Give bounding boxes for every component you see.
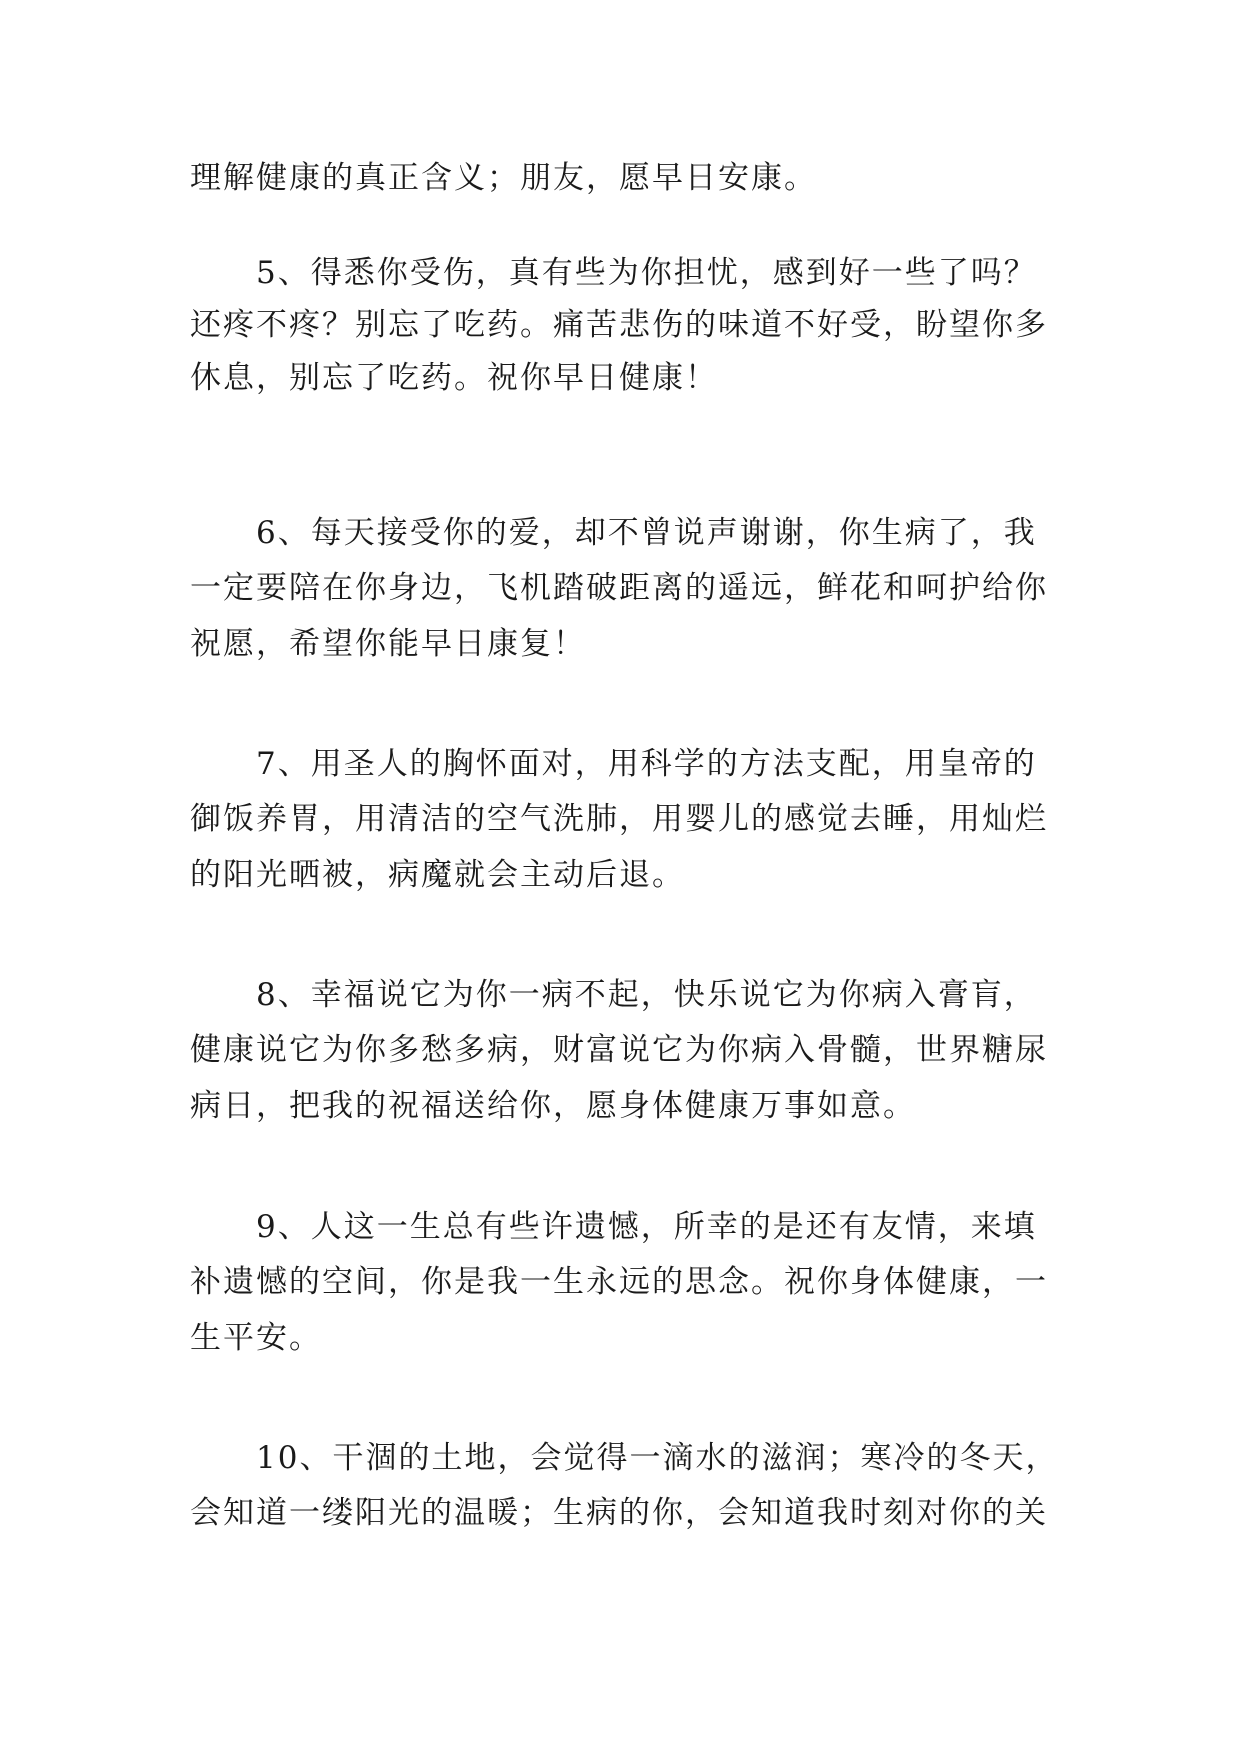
item-7-line-3: 的阳光晒被，病魔就会主动后退。 [190, 857, 685, 893]
item-10-line-2: 会知道一缕阳光的温暖；生病的你，会知道我时刻对你的关 [190, 1495, 1048, 1531]
item-6-line-2: 一定要陪在你身边，飞机踏破距离的遥远，鲜花和呵护给你 [190, 570, 1048, 606]
item-8-line-2: 健康说它为你多愁多病，财富说它为你病入骨髓，世界糖尿 [190, 1032, 1048, 1068]
item-5-line-1: 5、得悉你受伤，真有些为你担忧，感到好一些了吗？ [256, 255, 1037, 291]
item-10-line-1: 10、干涸的土地，会觉得一滴水的滋润；寒冷的冬天， [256, 1440, 1059, 1476]
item-9-line-2: 补遗憾的空间，你是我一生永远的思念。祝你身体健康，一 [190, 1264, 1048, 1300]
item-7-line-1: 7、用圣人的胸怀面对，用科学的方法支配，用皇帝的 [256, 746, 1037, 782]
item-7-line-2: 御饭养胃，用清洁的空气洗肺，用婴儿的感觉去睡，用灿烂 [190, 801, 1048, 837]
item-8-line-1: 8、幸福说它为你一病不起，快乐说它为你病入膏肓， [256, 977, 1037, 1013]
item-9-line-3: 生平安。 [190, 1320, 322, 1356]
item-8-line-3: 病日，把我的祝福送给你，愿身体健康万事如意。 [190, 1088, 916, 1124]
item-9-line-1: 9、人这一生总有些许遗憾，所幸的是还有友情，来填 [256, 1209, 1037, 1245]
item-6-line-3: 祝愿，希望你能早日康复！ [190, 626, 586, 662]
item-5-line-3: 休息，别忘了吃药。祝你早日健康！ [190, 360, 718, 396]
item-5-line-2: 还疼不疼？别忘了吃药。痛苦悲伤的味道不好受，盼望你多 [190, 307, 1048, 343]
text-line: 理解健康的真正含义；朋友，愿早日安康。 [190, 160, 817, 196]
item-6-line-1: 6、每天接受你的爱，却不曾说声谢谢，你生病了，我 [256, 515, 1037, 551]
